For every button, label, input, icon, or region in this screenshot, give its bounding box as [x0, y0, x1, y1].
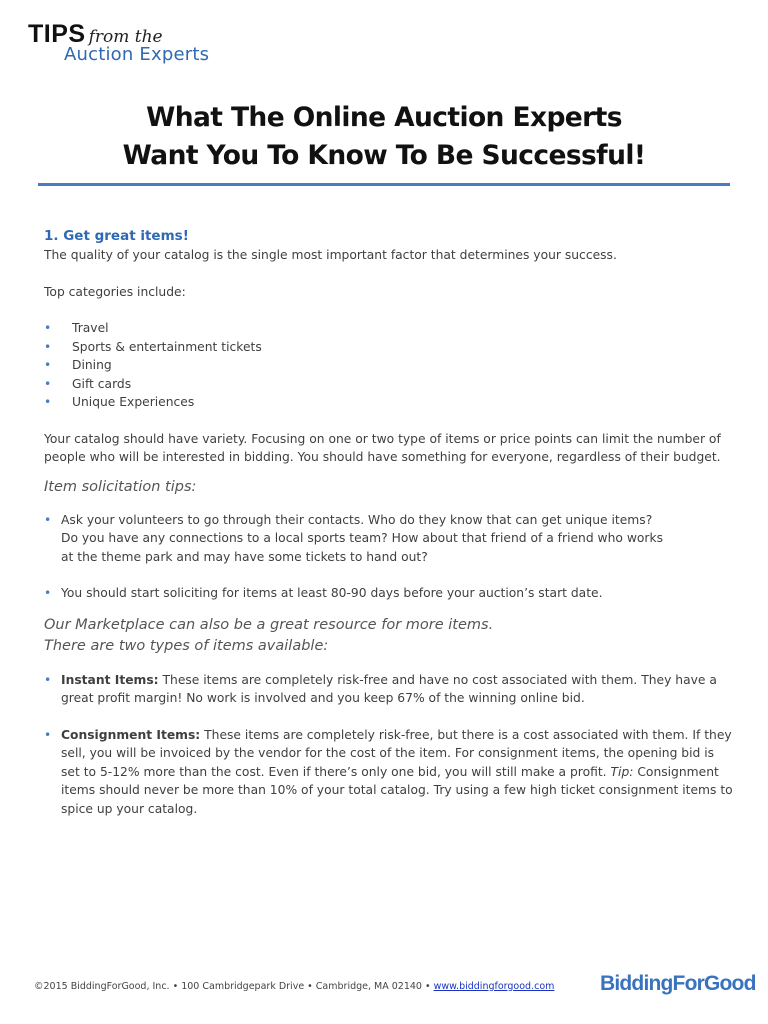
footer-text: ©2015 BiddingForGood, Inc. • 100 Cambridgepark Drive • Cambridge, MA 02140 • [34, 981, 431, 992]
solicitation-tips [44, 511, 734, 603]
section-heading: 1. Get great items! [44, 228, 189, 244]
list-item [44, 511, 734, 567]
category-list [44, 319, 734, 412]
tip-label: Tip: [610, 764, 634, 779]
tip-line: Do you have any connections to a local sports team? How about that friend of a friend who works [61, 531, 664, 545]
tip-line: • Ask your volunteers to go through their contacts. Who do they know that can get unique items? [61, 512, 653, 527]
logo-from: from the [88, 27, 163, 47]
logo-tips: TIPS [28, 20, 86, 48]
list-item: • Gift cards [44, 375, 734, 394]
item-types-list [44, 671, 734, 819]
variety-text: Your catalog should have variety. Focusing on one or two type of items or price points can limit the number of people who will be interested in bidding. You should have something for everyone, regardless of their budget. [44, 431, 721, 464]
marketplace-line-2: There are two types of items available: [44, 637, 329, 654]
list-item: • Sports & entertainment tickets [44, 338, 734, 357]
list-item [44, 726, 734, 819]
categories-label: Top categories include: [44, 284, 186, 299]
instant-items-label: Instant Items: [61, 672, 159, 687]
title-line-1: What The Online Auction Experts [146, 102, 622, 133]
list-item: • Unique Experiences [44, 393, 734, 412]
page-title [38, 99, 730, 175]
biddingforgood-logo: BiddingForGood [600, 972, 756, 995]
list-item: • Travel [44, 319, 734, 338]
list-item: • You should start soliciting for items at least 80-90 days before your auction’s start date. [44, 584, 734, 603]
tip-line: at the theme park and may have some tickets to hand out? [61, 549, 428, 564]
logo-auction-experts: Auction Experts [64, 44, 210, 65]
marketplace-line-1: Our Marketplace can also be a great resource for more items. [44, 616, 494, 633]
footer [34, 981, 554, 992]
title-line-2: Want You To Know To Be Successful! [122, 140, 646, 171]
intro-text: The quality of your catalog is the single most important factor that determines your success. [44, 248, 617, 262]
tips-logo [28, 20, 288, 65]
consignment-tip-text: Consignment items should never be more than 10% of your total catalog. Try using a few high ticket consignment items to spice up your catalog. [61, 764, 733, 816]
document-body [44, 227, 734, 818]
consignment-items-text: These items are completely risk-free, but there is a cost associated with them. If they sell, you will be invoiced by the vendor for the cost of the item. For consignment items, the opening bid is set to 5-12% more than the cost. Even if there’s only one bid, you will still make a profit. [61, 727, 732, 779]
list-item: • Dining [44, 356, 734, 375]
list-item [44, 671, 734, 708]
title-divider [38, 183, 730, 186]
website-link[interactable]: www.biddingforgood.com [433, 981, 555, 992]
consignment-items-label: Consignment Items: [61, 727, 201, 742]
instant-items-text: These items are completely risk-free and have no cost associated with them. They have a great profit margin! No work is involved and you keep 67% of the winning online bid. [61, 672, 717, 705]
solicitation-heading: Item solicitation tips: [44, 478, 197, 495]
